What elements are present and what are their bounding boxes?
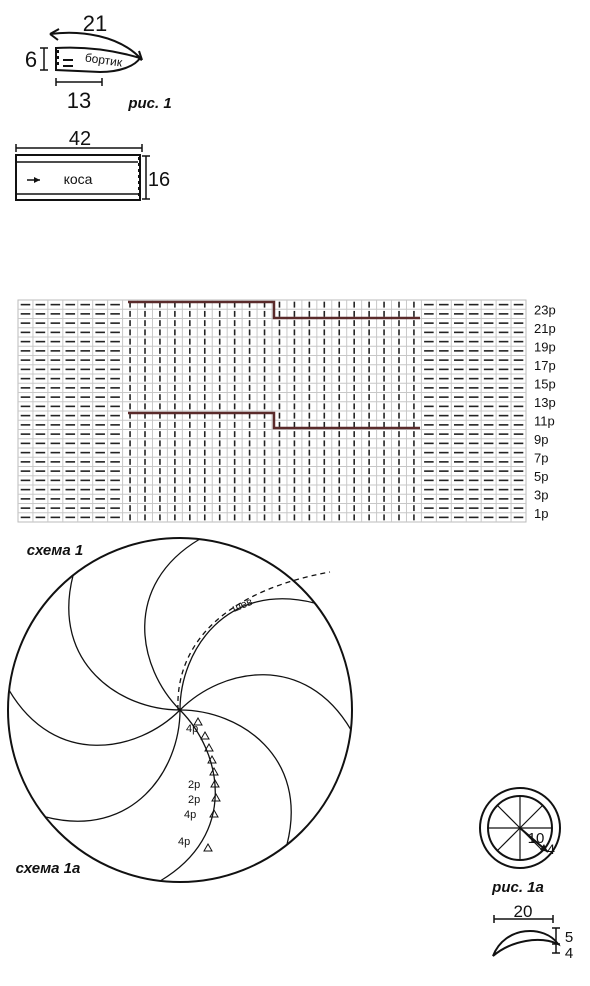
decrease-triangle xyxy=(201,732,209,739)
decrease-marks xyxy=(178,723,200,848)
brim-right-bottom-dim: 4 xyxy=(564,945,574,962)
swirl-line xyxy=(180,675,351,730)
row-label: 7р xyxy=(534,450,549,466)
row-label: 23р xyxy=(534,302,556,318)
figure-1a xyxy=(480,788,560,896)
brim-figure xyxy=(493,902,573,962)
scheme1-title: схема 1 xyxy=(26,542,84,559)
row-label: 13р xyxy=(534,395,556,411)
fig1-bottom-dim: 13 xyxy=(66,88,92,113)
band-top-dim: 42 xyxy=(68,128,92,150)
fig1-inside-label: бортик xyxy=(84,50,124,70)
row-label: 19р xyxy=(534,339,556,355)
figure-1 xyxy=(25,11,172,113)
decrease-label: 4р xyxy=(184,809,197,821)
brim-crescent xyxy=(493,931,558,956)
spoke-line xyxy=(520,805,543,828)
fig1-top-dim: 21 xyxy=(82,11,108,36)
fig1a-caption: рис. 1а xyxy=(492,879,544,896)
swirl-line xyxy=(145,539,200,710)
spoke-line xyxy=(497,805,520,828)
band-inside-label: коса xyxy=(63,171,93,187)
row-labels xyxy=(534,303,556,522)
band-right-dim: 16 xyxy=(147,169,171,191)
fig1a-rim: 4 xyxy=(547,841,555,857)
row-label: 21р xyxy=(534,321,556,337)
row-label: 11р xyxy=(534,413,555,429)
decrease-label: 2р xyxy=(188,794,201,806)
decrease-label: 4р xyxy=(178,836,191,848)
decrease-triangle xyxy=(204,844,212,851)
swirl-line xyxy=(9,690,180,745)
row-label: 3р xyxy=(534,487,549,503)
spoke-line xyxy=(497,828,520,851)
crown-diagram xyxy=(8,538,352,882)
row-label: 5р xyxy=(534,469,549,485)
row-label: 15р xyxy=(534,376,556,392)
scheme1a-title: схема 1а xyxy=(15,860,81,877)
row-label: 17р xyxy=(534,358,556,374)
fig1a-radius: 10 xyxy=(527,830,545,847)
swirl-lines xyxy=(9,539,351,881)
fig1-left-dim: 6 xyxy=(24,47,38,72)
seam-label: шев xyxy=(230,595,255,615)
brim-right-top-dim: 5 xyxy=(564,929,574,946)
decrease-label: 2р xyxy=(188,779,201,791)
band-figure xyxy=(16,128,170,200)
decrease-triangle xyxy=(212,794,220,801)
row-label: 1р xyxy=(534,506,549,522)
decrease-label: 4р xyxy=(186,723,199,735)
row-label: 9р xyxy=(534,432,549,448)
fig1-caption: рис. 1 xyxy=(128,95,172,112)
knitting-chart xyxy=(18,300,526,522)
brim-top-dim: 20 xyxy=(513,902,533,921)
